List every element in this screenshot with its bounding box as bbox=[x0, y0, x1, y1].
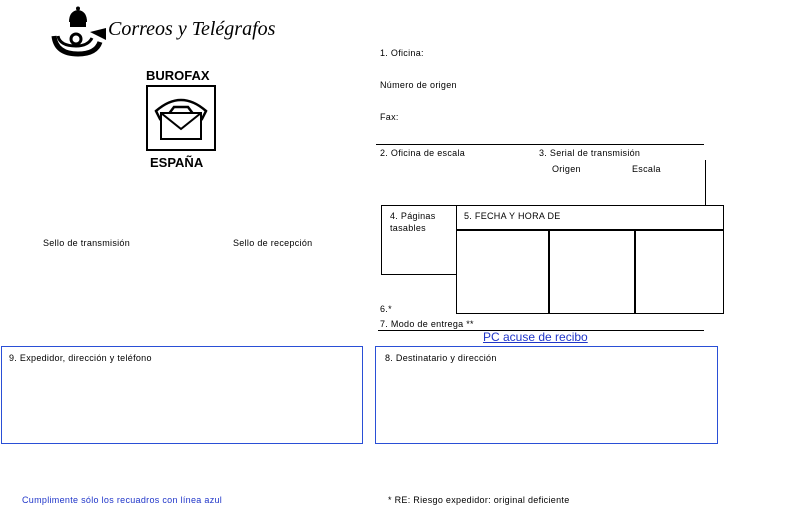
origin-number-label: Número de origen bbox=[380, 80, 457, 90]
recipient-box[interactable] bbox=[375, 346, 718, 444]
sender-label: 9. Expedidor, dirección y teléfono bbox=[9, 353, 152, 363]
delivery-mode-label: 7. Modo de entrega ** bbox=[380, 319, 474, 329]
date-time-cell bbox=[548, 229, 635, 314]
posthorn-crown-icon bbox=[50, 6, 110, 58]
serial-vertical-line bbox=[705, 160, 706, 205]
delivery-option-link[interactable]: PC acuse de recibo bbox=[483, 330, 588, 344]
taxable-pages-label: 4. Páginas tasables bbox=[390, 211, 436, 233]
burofax-symbol bbox=[146, 85, 216, 151]
transmission-serial-label: 3. Serial de transmisión bbox=[539, 148, 641, 158]
company-name: Correos y Telégrafos bbox=[108, 18, 276, 40]
footer-instruction: Cumplimente sólo los recuadros con línea azul bbox=[22, 495, 223, 505]
fax-label: Fax: bbox=[380, 112, 399, 122]
burofax-title: BUROFAX bbox=[146, 68, 210, 83]
origin-label: Origen bbox=[552, 164, 581, 174]
date-time-label: 5. FECHA Y HORA DE bbox=[464, 211, 561, 221]
burofax-logo bbox=[140, 66, 224, 176]
date-time-header bbox=[456, 205, 724, 230]
sender-box[interactable] bbox=[1, 346, 363, 444]
taxable-pages-box bbox=[381, 205, 457, 275]
date-time-cell bbox=[634, 229, 724, 314]
header-divider bbox=[376, 144, 704, 145]
office-label: 1. Oficina: bbox=[380, 48, 424, 58]
recipient-label: 8. Destinatario y dirección bbox=[385, 353, 497, 363]
footer-note: * RE: Riesgo expedidor: original deficiente bbox=[388, 495, 570, 505]
correos-logo bbox=[50, 4, 302, 62]
transmission-stamp-label: Sello de transmisión bbox=[43, 238, 131, 248]
stopover-label: Escala bbox=[632, 164, 661, 174]
stopover-office-label: 2. Oficina de escala bbox=[380, 148, 466, 158]
reception-stamp-label: Sello de recepción bbox=[233, 238, 313, 248]
burofax-country: ESPAÑA bbox=[150, 155, 204, 170]
date-time-cell bbox=[456, 229, 549, 314]
envelope-phone-icon bbox=[148, 87, 214, 149]
field6-label: 6.* bbox=[380, 304, 392, 314]
